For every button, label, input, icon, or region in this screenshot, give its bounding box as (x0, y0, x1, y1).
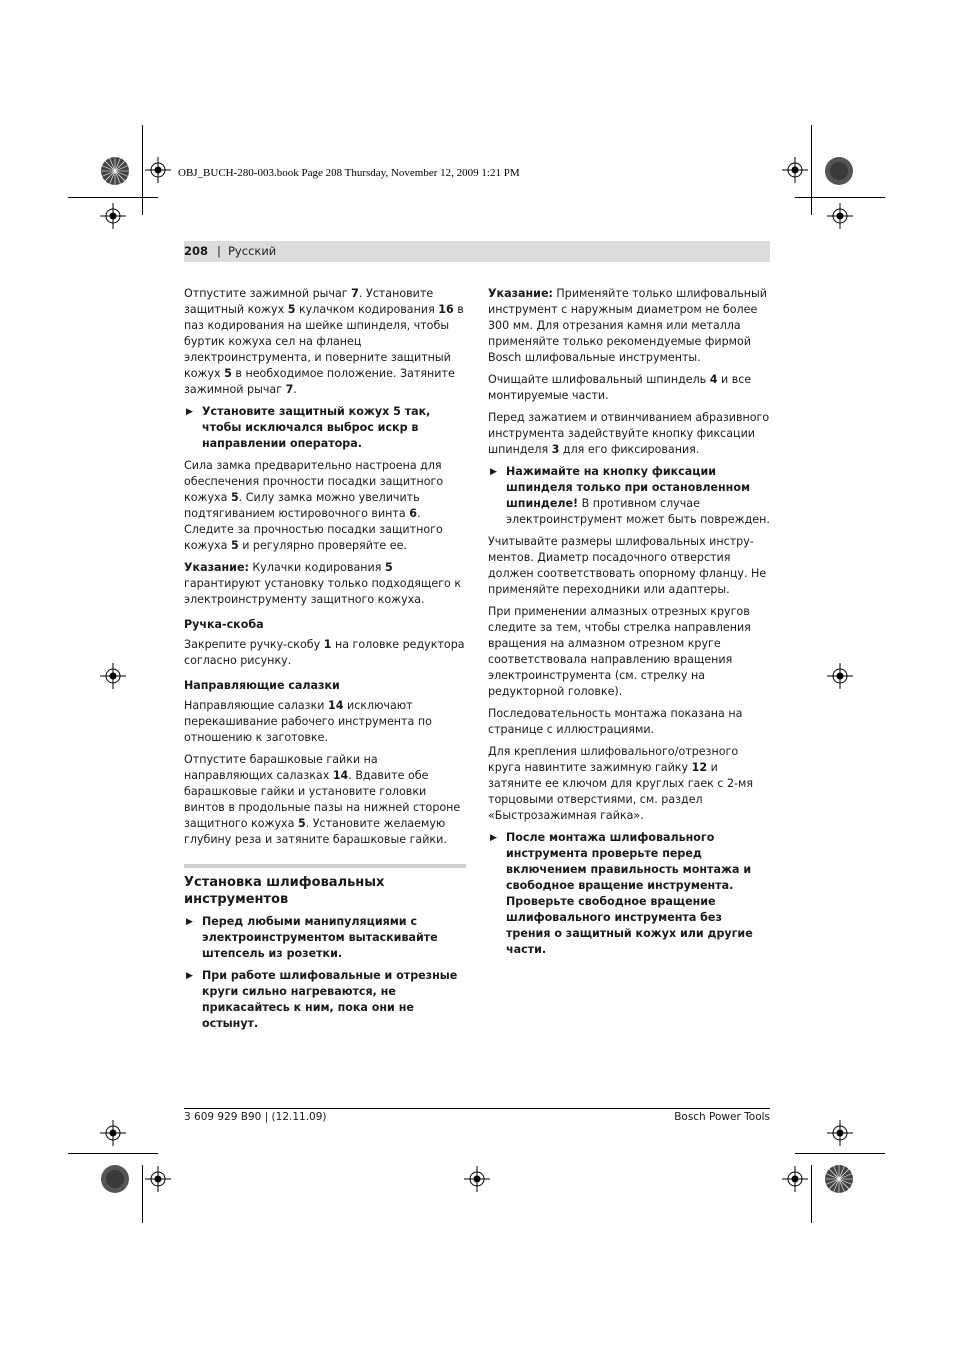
header-separator: | (217, 244, 221, 258)
language-label: Русский (228, 244, 277, 258)
footer-brand: Bosch Power Tools (674, 1111, 770, 1123)
registration-dark-circle-icon (100, 1164, 130, 1194)
crosshair-icon (100, 663, 126, 689)
warning-bullet: ▶ После монтажа шлифовального инструмента проверьте перед включением правильность монтажа и свободное вращение инструмента. Проверьте свободное вращение шлифовального инструмента без трения о защитный кожух или другие части. (490, 831, 753, 956)
crosshair-icon (145, 1166, 171, 1192)
paragraph: Очищайте шлифовальный шпиндель 4 и все монтируемые части. (488, 373, 752, 402)
crosshair-icon (464, 1166, 490, 1192)
warning-bullet: ▶ Установите защитный кожух 5 так, чтобы исключался выброс искр в направлении оператора. (186, 405, 431, 450)
note-paragraph: Указание: Применяйте только шлифовальный инструмент с наружным диаметром не более 300 мм. Для отрезания камня или металла применяйте только рекомендуемые фирмой Bosch шлифовальные инструменты. (488, 287, 767, 364)
right-column (488, 286, 770, 964)
registration-sunburst-icon (100, 156, 130, 186)
paragraph: Для крепления шлифовального/отрезного круга навинтите зажимную гайку 12 и затяните ее ключом для круглых гаек с 2-мя торцовыми отверстиями, см. раздел «Быстрозажимная гайка». (488, 745, 754, 822)
paragraph: Отпустите зажимной рычаг 7. Установите защитный кожух 5 кулачком кодирования 16 в паз кодирования на шейке шпинделя, чтобы буртик кожуха сел на фланец электроинструмента, и поверните защитный кожух 5 в необходимое положение. Затяните зажимной рычаг 7. (184, 287, 464, 396)
subheading-guide: Направляющие салазки (184, 679, 340, 692)
crosshair-icon (827, 203, 853, 229)
warning-bullet: ▶ Перед любыми манипуляциями с электроинструментом вытаскивайте штепсель из розетки. (186, 915, 438, 960)
paragraph: Закрепите ручку-скобу 1 на головке редуктора согласно рисунку. (184, 638, 465, 667)
bullet-arrow-icon: ▶ (186, 971, 193, 981)
crosshair-icon (145, 157, 171, 183)
paragraph: Направляющие салазки 14 исключают перекашивание рабочего инструмента по отношению к заготовке. (184, 699, 432, 744)
registration-dark-circle-icon (824, 156, 854, 186)
paragraph: Последовательность монтажа показана на странице с иллюстрациями. (488, 707, 743, 736)
crosshair-icon (782, 1166, 808, 1192)
paragraph: Учитывайте размеры шлифовальных инстру-ментов. Диаметр посадочного отверстия должен соответствовать опорному фланцу. Не применяйте переходники или адаптеры. (488, 535, 767, 596)
paragraph: Перед зажатием и отвинчиванием абразивного инструмента задействуйте кнопку фиксации шпинделя 3 для его фиксирования. (488, 411, 770, 456)
file-info: OBJ_BUCH-280-003.book Page 208 Thursday, November 12, 2009 1:21 PM (178, 167, 520, 179)
crosshair-icon (782, 157, 808, 183)
page-number: 208 (184, 244, 209, 258)
bullet-arrow-icon: ▶ (186, 917, 193, 927)
paragraph: При применении алмазных отрезных кругов следите за тем, чтобы стрелка направления вращения на алмазном отрезном круге соответствовала направлению вращения электроинструмента (см. стрелку на редукторной головке). (488, 605, 751, 698)
warning-bullet: ▶ При работе шлифовальные и отрезные круги сильно нагреваются, не прикасайтесь к ним, пока они не остынут. (186, 969, 458, 1030)
footer-doc-number: 3 609 929 B90 | (12.11.09) (184, 1111, 327, 1123)
bullet-arrow-icon: ▶ (186, 407, 193, 417)
crosshair-icon (100, 203, 126, 229)
warning-bullet: ▶ Нажимайте на кнопку фиксации шпинделя только при остановленном шпинделе! В противном случае электроинструмент может быть поврежден. (490, 465, 770, 526)
note-paragraph: Указание: Кулачки кодирования 5 гарантируют установку только подходящего к электроинструменту защитного кожуха. (184, 561, 462, 606)
paragraph: Отпустите барашковые гайки на направляющих салазках 14. Вдавите обе барашковые гайки и установите головки винтов в продольные пазы на нижней стороне защитного кожуха 5. Установите желаемую глубину реза и затяните барашковые гайки. (184, 753, 461, 846)
section-title: Установка шлифовальных инструментов (184, 864, 466, 908)
crosshair-icon (827, 663, 853, 689)
crosshair-icon (827, 1120, 853, 1146)
page-header (184, 241, 770, 262)
subheading-handle: Ручка-скоба (184, 618, 264, 631)
registration-sunburst-icon (824, 1164, 854, 1194)
crosshair-icon (100, 1120, 126, 1146)
footer-rule (184, 1108, 770, 1109)
paragraph: Сила замка предварительно настроена для обеспечения прочности посадки защитного кожуха 5. Силу замка можно увеличить подтягиванием юстировочного винта 6. Следите за прочностью посадки защитного кожуха 5 и регулярно проверяйте ее. (184, 459, 444, 552)
bullet-arrow-icon: ▶ (490, 833, 497, 843)
bullet-arrow-icon: ▶ (490, 467, 497, 477)
left-column (184, 286, 466, 1038)
